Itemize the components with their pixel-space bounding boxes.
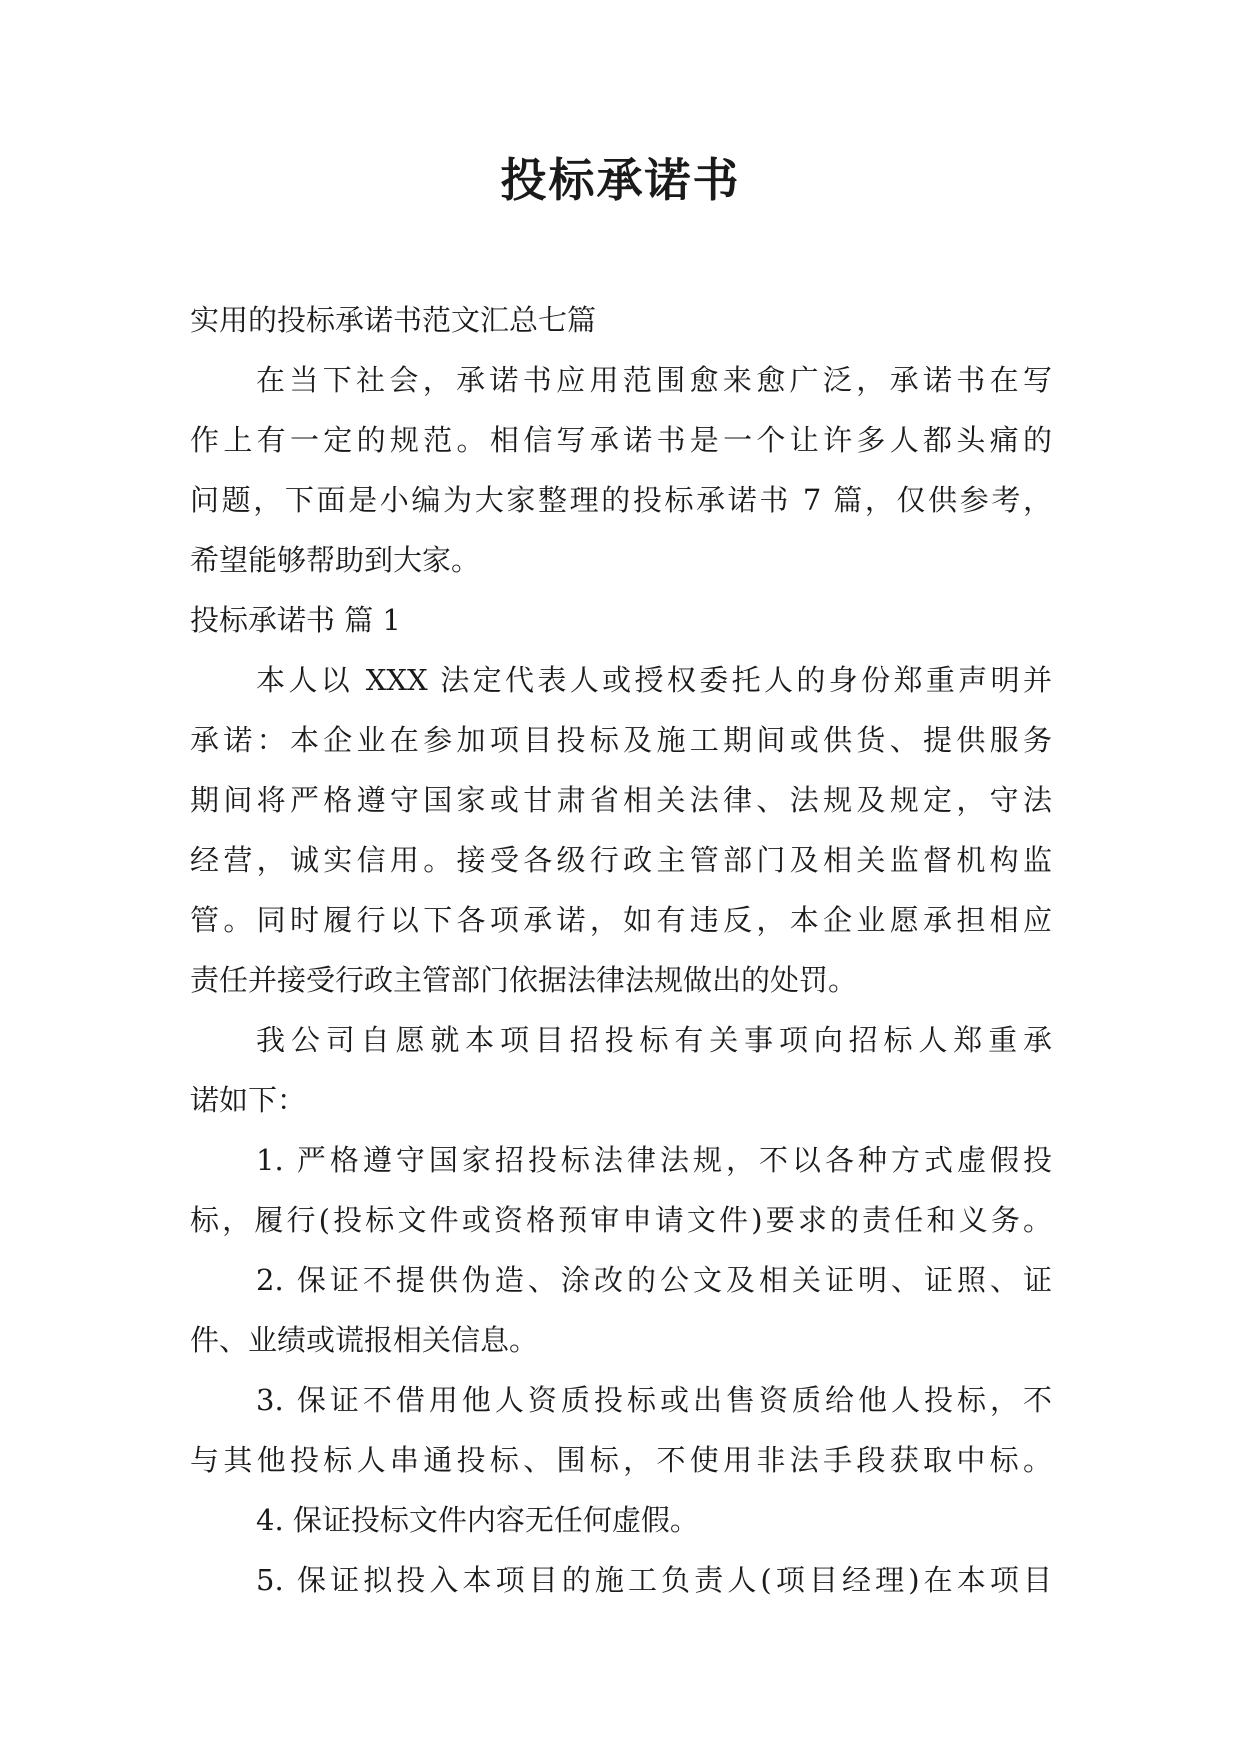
text-line: 期间将严格遵守国家或甘肃省相关法律、法规及规定，守法	[190, 783, 1052, 817]
list-item-text: 1. 严格遵守国家招投标法律法规，不以各种方式虚假投	[256, 1143, 1052, 1177]
list-item-text: 3. 保证不借用他人资质投标或出售资质给他人投标，不	[256, 1383, 1052, 1417]
text-line: 承诺：本企业在参加项目投标及施工期间或供货、提供服务	[190, 723, 1052, 757]
text-line: 实用的投标承诺书范文汇总七篇	[190, 303, 597, 337]
list-item-text: 4. 保证投标文件内容无任何虚假。	[256, 1503, 699, 1537]
text-line: 经营，诚实信用。接受各级行政主管部门及相关监督机构监	[190, 843, 1052, 877]
text-line: 责任并接受行政主管部门依据法律法规做出的处罚。	[190, 963, 858, 997]
text-line: 作上有一定的规范。相信写承诺书是一个让许多人都头痛的	[190, 423, 1052, 457]
text-line: 问题，下面是小编为大家整理的投标承诺书 7 篇，仅供参考，	[190, 483, 1052, 517]
list-item-text: 2. 保证不提供伪造、涂改的公文及相关证明、证照、证	[256, 1263, 1052, 1297]
text-line: 诺如下：	[190, 1083, 307, 1117]
text-line: 管。同时履行以下各项承诺，如有违反，本企业愿承担相应	[190, 903, 1052, 937]
document-title: 投标承诺书	[500, 153, 741, 207]
document-body	[190, 290, 1052, 1610]
text-line: 本人以 XXX 法定代表人或授权委托人的身份郑重声明并	[256, 663, 1052, 697]
list-item-text: 标，履行(投标文件或资格预审申请文件)要求的责任和义务。	[190, 1203, 1052, 1237]
section-heading: 投标承诺书 篇 1	[190, 603, 401, 637]
text-line: 在当下社会，承诺书应用范围愈来愈广泛，承诺书在写	[256, 363, 1052, 397]
text-line: 希望能够帮助到大家。	[190, 543, 481, 577]
list-item-text: 与其他投标人串通投标、围标，不使用非法手段获取中标。	[190, 1443, 1052, 1477]
list-item-text: 5. 保证拟投入本项目的施工负责人(项目经理)在本项目	[256, 1563, 1052, 1597]
list-item-text: 件、业绩或谎报相关信息。	[190, 1323, 539, 1357]
text-line: 我公司自愿就本项目招投标有关事项向招标人郑重承	[256, 1023, 1052, 1057]
